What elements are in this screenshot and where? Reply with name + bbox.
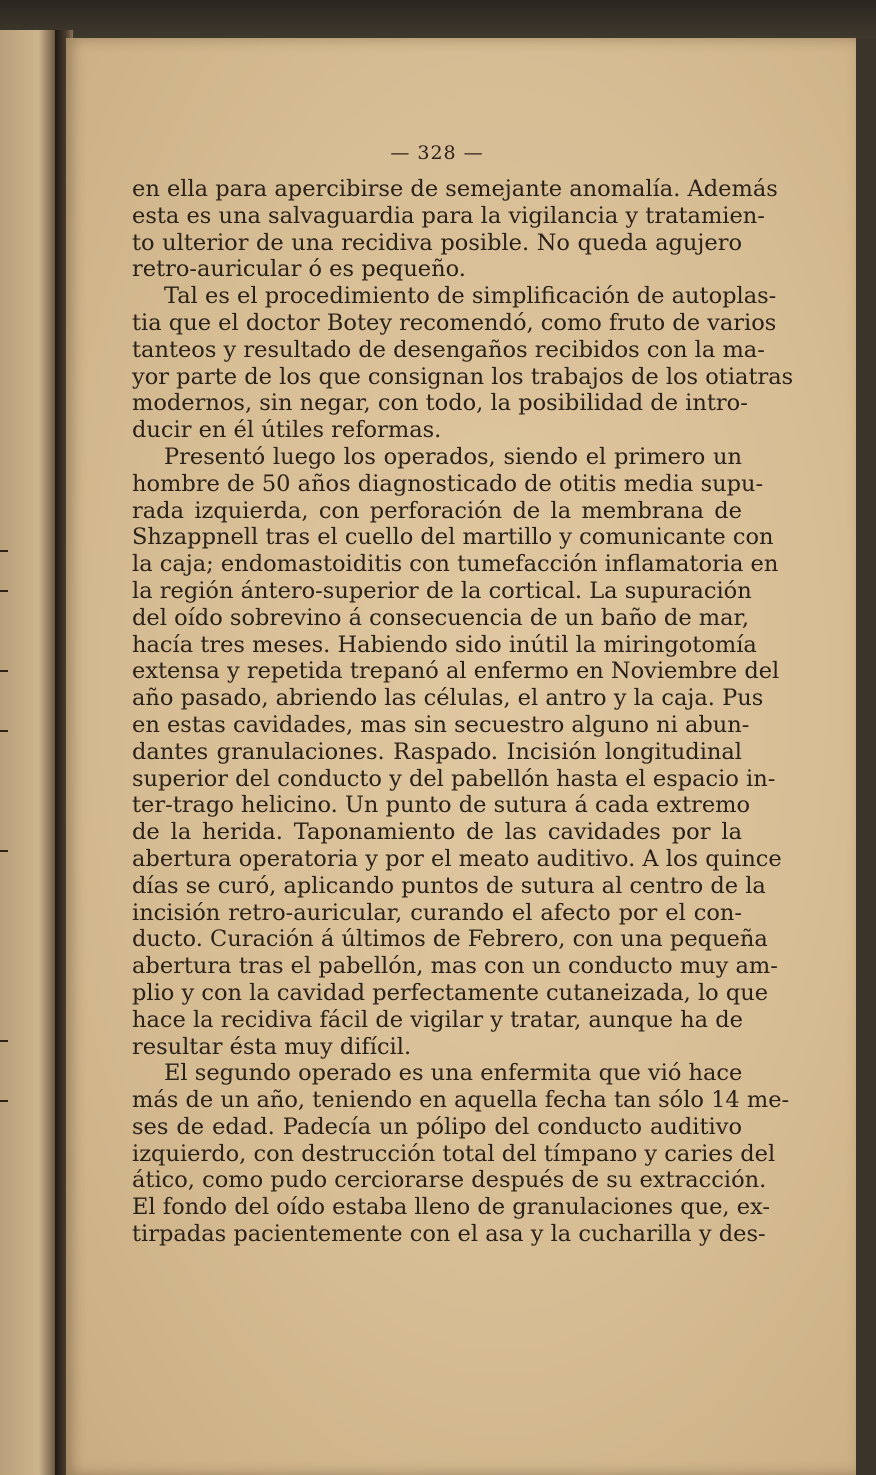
- text-line: yor parte de los que consignan los trabajos de los otiatras: [132, 363, 794, 390]
- text-line: izquierdo, con destrucción total del tímpano y caries del: [132, 1140, 776, 1167]
- text-line: la región ántero-superior de la cortical. La supuración: [132, 577, 752, 604]
- paragraphs: [132, 176, 794, 1248]
- text-line: ses de edad. Padecía un pólipo del conducto auditivo: [132, 1113, 742, 1140]
- text-line: hace la recidiva fácil de vigilar y tratar, aunque ha de: [132, 1006, 743, 1033]
- text-line: tia que el doctor Botey recomendó, como fruto de varios: [132, 309, 777, 336]
- scan-background-top: [0, 0, 876, 38]
- text-line: año pasado, abriendo las células, el antro y la caja. Pus: [132, 685, 764, 712]
- adjacent-page-edge: [0, 30, 55, 1475]
- text-line: plio y con la cavidad perfectamente cutaneizada, lo que: [132, 979, 769, 1006]
- paragraph: [132, 443, 782, 1060]
- text-line: ático, como pudo cerciorarse después de su extracción.: [132, 1167, 767, 1194]
- text-line: extensa y repetida trepanó al enfermo en Noviembre del: [132, 658, 780, 685]
- text-line: abertura tras el pabellón, mas con un conducto muy am-: [132, 953, 778, 980]
- text-line: abertura operatoria y por el meato auditivo. A los quince: [132, 845, 782, 872]
- text-line: de la herida. Taponamiento de las cavidades por la: [132, 819, 742, 846]
- text-line: superior del conducto y del pabellón hasta el espacio in-: [132, 765, 776, 792]
- text-line: ducto. Curación á últimos de Febrero, con una pequeña: [132, 926, 768, 953]
- text-line: hacía tres meses. Habiendo sido inútil la miringotomía: [132, 631, 757, 658]
- text-line: resultar ésta muy difícil.: [132, 1033, 412, 1060]
- text-line: retro-auricular ó es pequeño.: [132, 256, 466, 283]
- text-line: la caja; endomastoiditis con tumefacción inflamatoria en: [132, 551, 779, 578]
- page-number: — 328 —: [390, 142, 484, 164]
- text-line: dantes granulaciones. Raspado. Incisión longitudinal: [132, 738, 742, 765]
- text-line: en estas cavidades, mas sin secuestro alguno ni abun-: [132, 711, 750, 738]
- paragraph: [132, 1060, 790, 1248]
- text-line: Shzappnell tras el cuello del martillo y comunicante con: [132, 524, 774, 551]
- paragraph: [132, 283, 794, 444]
- text-line: más de un año, teniendo en aquella fecha tan sólo 14 me-: [132, 1087, 790, 1114]
- page-text: [132, 140, 794, 1248]
- text-line: rada izquierda, con perforación de la membrana de: [132, 497, 742, 524]
- text-line: Presentó luego los operados, siendo el primero un: [164, 443, 742, 470]
- text-line: hombre de 50 años diagnosticado de otitis media supu-: [132, 470, 764, 497]
- text-line: ducir en él útiles reformas.: [132, 417, 442, 444]
- text-line: en ella para apercibirse de semejante anomalía. Además: [132, 176, 778, 202]
- text-line: ter-trago helicino. Un punto de sutura á cada extremo: [132, 792, 751, 819]
- text-line: El segundo operado es una enfermita que vió hace: [164, 1060, 743, 1087]
- text-line: tanteos y resultado de desengaños recibidos con la ma-: [132, 336, 765, 363]
- text-line: Tal es el procedimiento de simplificación de autoplas-: [164, 283, 777, 310]
- text-line: tirpadas pacientemente con el asa y la cucharilla y des-: [132, 1221, 766, 1248]
- text-line: incisión retro-auricular, curando el afecto por el con-: [132, 899, 742, 926]
- paragraph: [132, 176, 778, 283]
- text-line: días se curó, aplicando puntos de sutura al centro de la: [132, 872, 766, 899]
- text-line: El fondo del oído estaba lleno de granulaciones que, ex-: [132, 1194, 770, 1221]
- text-line: modernos, sin negar, con todo, la posibilidad de intro-: [132, 390, 748, 417]
- text-line: esta es una salvaguardia para la vigilancia y tratamien-: [132, 202, 765, 229]
- text-line: del oído sobrevino á consecuencia de un baño de mar,: [132, 604, 749, 631]
- text-line: to ulterior de una recidiva posible. No queda agujero: [132, 229, 742, 256]
